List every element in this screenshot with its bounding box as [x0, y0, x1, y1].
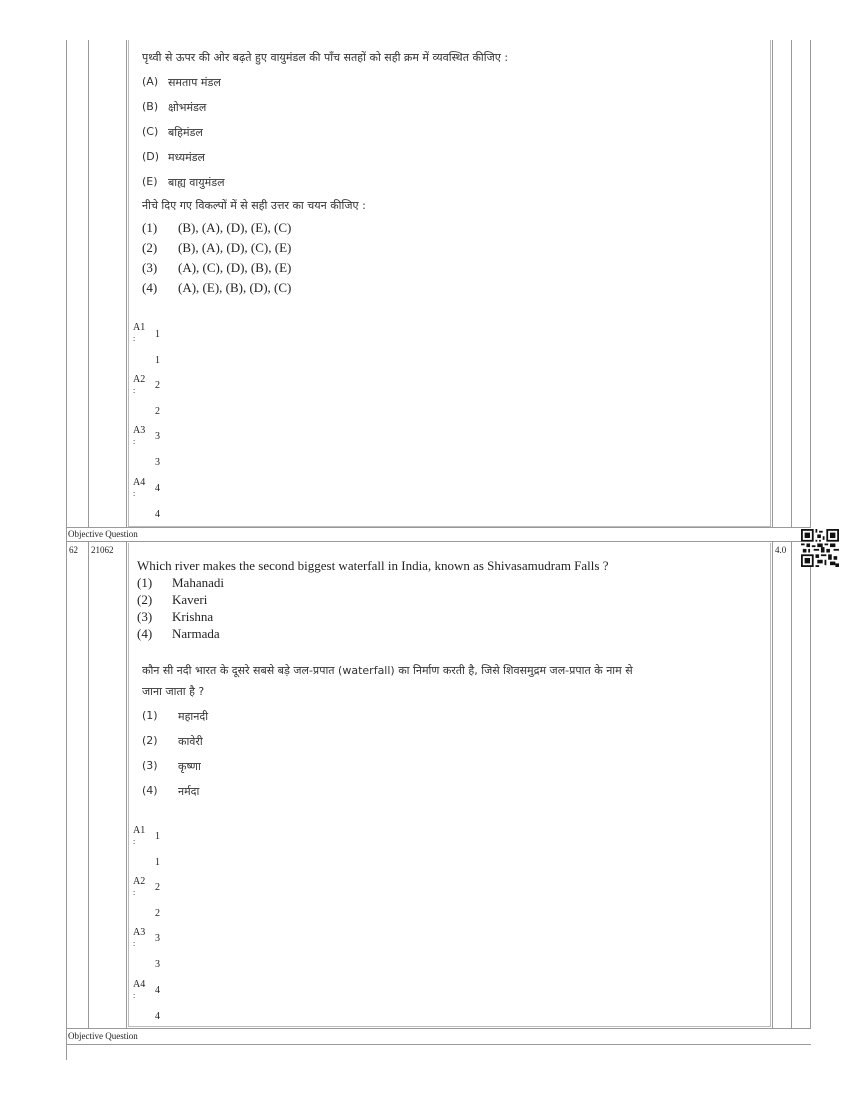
row-divider [66, 541, 811, 542]
option-item: (3) Krishna [137, 609, 214, 624]
choice-text: (A), (E), (B), (D), (C) [178, 280, 292, 295]
answer-label: A2 : [133, 876, 146, 897]
option-item: (4) Narmada [137, 626, 220, 641]
q62-question-hindi-line2: जाना जाता है ? [142, 685, 205, 698]
choice-label: (1) [142, 220, 158, 235]
choice-item [142, 280, 292, 296]
question-marks: 4.0 [775, 545, 787, 555]
choice-text: (B), (A), (D), (E), (C) [178, 220, 292, 235]
inner-cell-border [128, 1026, 771, 1027]
q61-question-hindi: पृथ्वी से ऊपर की ओर बढ़ते हुए वायुमंडल की पाँच सतहों को सही क्रम में व्यवस्थित कीजिए : [142, 51, 509, 64]
list-item [142, 175, 225, 189]
answer-value: 4 [155, 483, 160, 494]
left-border [66, 40, 67, 1060]
qr-code-icon [801, 529, 839, 567]
question-id: 21062 [91, 545, 114, 555]
q61-choose-instruction: नीचे दिए गए विकल्पों में से सही उत्तर का चयन कीजिए : [142, 199, 366, 212]
choice-text: (B), (A), (D), (C), (E) [178, 240, 292, 255]
option-item: (1) Mahanadi [137, 575, 224, 590]
item-label: (C) [142, 125, 159, 138]
option-item: (3) कृष्णा [142, 759, 201, 773]
item-label: (B) [142, 100, 159, 113]
list-item [142, 100, 207, 114]
col-divider [88, 40, 89, 528]
answer-label: A3 : [133, 927, 146, 948]
option-item: (1) महानदी [142, 709, 209, 723]
answer-value: 1 [155, 857, 160, 868]
item-text: समताप मंडल [168, 76, 221, 89]
answer-value: 3 [155, 933, 160, 944]
right-border [810, 541, 811, 1028]
choice-label: (2) [142, 240, 158, 255]
answer-value: 3 [155, 457, 160, 468]
answer-value: 2 [155, 908, 160, 919]
answer-value: 2 [155, 882, 160, 893]
option-item: (4) नर्मदा [142, 784, 200, 798]
col-divider [126, 541, 127, 1028]
q62-question-hindi-line1: कौन सी नदी भारत के दूसरे सबसे बड़े जल-प्रपात (waterfall) का निर्माण करती है, जिसे शिवसमुद्रम जल-प्रपात के नाम से [142, 664, 633, 677]
col-divider [772, 541, 773, 1028]
row-divider [66, 1044, 811, 1045]
answer-label: A1 : [133, 322, 146, 343]
list-item [142, 125, 203, 139]
col-divider [88, 541, 89, 1028]
answer-value: 4 [155, 985, 160, 996]
answer-value: 3 [155, 959, 160, 970]
choice-item [142, 220, 292, 236]
choice-item [142, 240, 292, 256]
right-border [810, 40, 811, 528]
answer-label: A4 : [133, 477, 146, 498]
answer-label: A2 : [133, 374, 146, 395]
row-divider [66, 1028, 811, 1029]
col-divider [772, 40, 773, 528]
choice-text: (A), (C), (D), (B), (E) [178, 260, 292, 275]
row-divider [66, 527, 811, 528]
col-divider [126, 40, 127, 528]
col-divider [791, 541, 792, 1028]
item-text: बहिमंडल [168, 126, 203, 139]
item-label: (D) [142, 150, 160, 163]
answer-label: A4 : [133, 979, 146, 1000]
inner-cell-border [128, 543, 129, 1026]
answer-value: 4 [155, 509, 160, 520]
inner-cell-border [128, 40, 129, 526]
inner-cell-border [770, 40, 771, 526]
answer-value: 3 [155, 431, 160, 442]
choice-label: (3) [142, 260, 158, 275]
answer-label: A3 : [133, 425, 146, 446]
option-item: (2) Kaveri [137, 592, 208, 607]
item-label: (A) [142, 75, 159, 88]
question-number: 62 [69, 545, 78, 555]
item-text: क्षोभमंडल [168, 101, 207, 114]
choice-item [142, 260, 292, 276]
item-text: मध्यमंडल [168, 151, 206, 164]
answer-value: 1 [155, 831, 160, 842]
question-type-label: Objective Question [68, 1031, 138, 1041]
q62-question-english: Which river makes the second biggest waterfall in India, known as Shivasamudram Falls ? [137, 558, 609, 573]
item-text: बाह्य वायुमंडल [168, 176, 225, 189]
answer-value: 1 [155, 355, 160, 366]
col-divider [791, 40, 792, 528]
list-item [142, 150, 206, 164]
inner-cell-border [128, 526, 771, 527]
list-item [142, 75, 221, 89]
answer-value: 4 [155, 1011, 160, 1022]
answer-value: 2 [155, 406, 160, 417]
answer-value: 1 [155, 329, 160, 340]
option-item: (2) कावेरी [142, 734, 203, 748]
question-type-label: Objective Question [68, 529, 138, 539]
item-label: (E) [142, 175, 158, 188]
answer-value: 2 [155, 380, 160, 391]
answer-label: A1 : [133, 825, 146, 846]
choice-label: (4) [142, 280, 158, 295]
inner-cell-border [770, 543, 771, 1026]
